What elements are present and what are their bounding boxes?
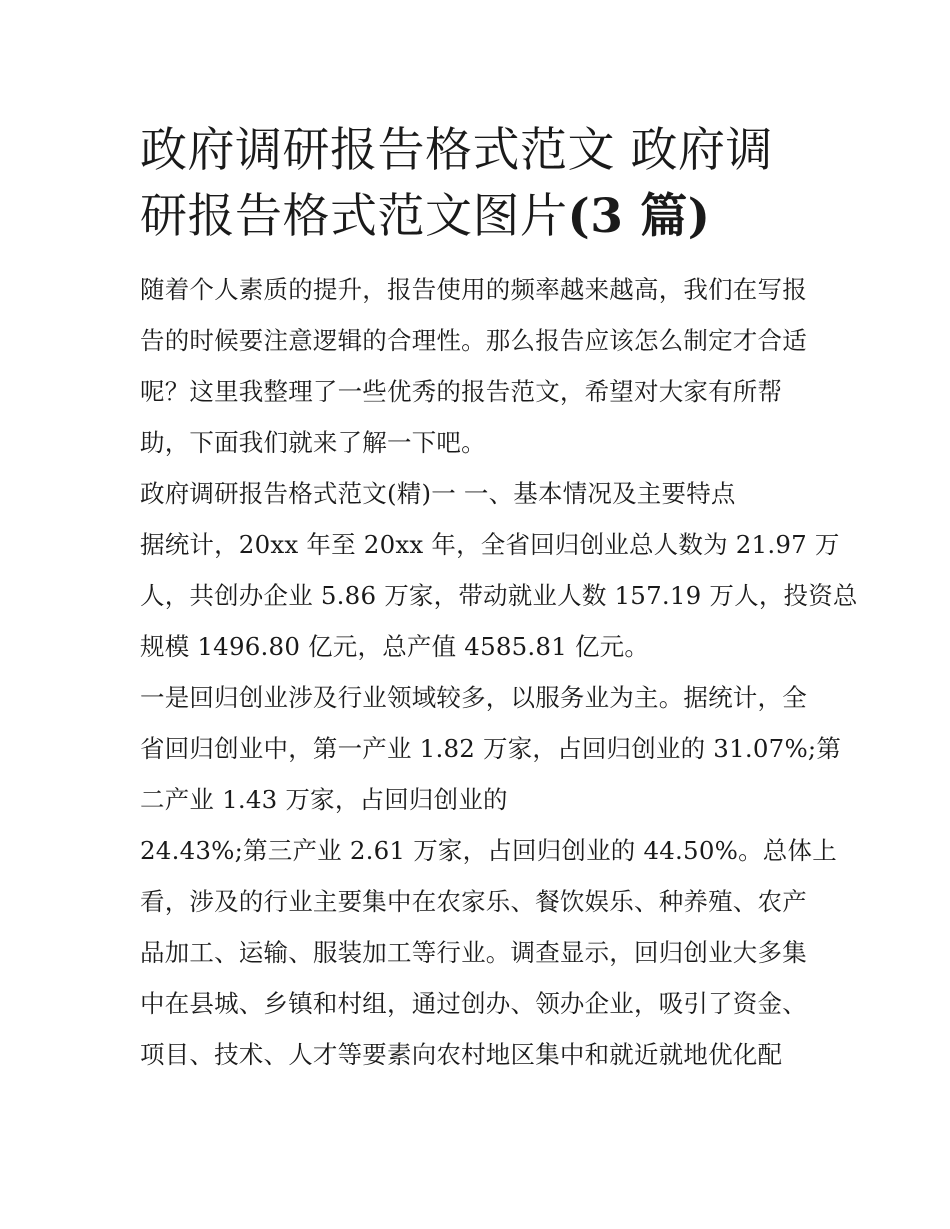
title-suffix-text: (3 篇) [567,189,711,244]
industry-line: 省回归创业中，第一产业 1.82 万家，占回归创业的 31.07%;第 [140,734,842,763]
industry-line: 二产业 1.43 万家，占回归创业的 [140,785,508,814]
intro-line: 随着个人素质的提升，报告使用的频率越来越高，我们在写报 [140,275,807,304]
section-heading-text: 政府调研报告格式范文(精)一 一、基本情况及主要特点 [140,479,736,508]
industry-line: 24.43%;第三产业 2.61 万家，占回归创业的 44.50%。总体上 [140,836,837,865]
industry-line: 项目、技术、人才等要素向农村地区集中和就近就地优化配 [140,1040,783,1069]
industry-line: 看，涉及的行业主要集中在农家乐、餐饮娱乐、种养殖、农产 [140,887,807,916]
industry-line: 中在县城、乡镇和村组，通过创办、领办企业，吸引了资金、 [140,989,807,1018]
industry-line: 一是回归创业涉及行业领域较多，以服务业为主。据统计，全 [140,683,807,712]
stats-line: 据统计，20xx 年至 20xx 年，全省回归创业总人数为 21.97 万 [140,530,840,559]
intro-line: 告的时候要注意逻辑的合理性。那么报告应该怎么制定才合适 [140,326,807,355]
stats-paragraph [140,519,858,672]
section-heading [140,468,816,519]
industry-line: 品加工、运输、服装加工等行业。调查显示，回归创业大多集 [140,938,807,967]
title-main-text: 政府调研报告格式范文 政府调研报告格式范文图片 [140,123,773,244]
stats-line: 人，共创办企业 5.86 万家，带动就业人数 157.19 万人，投资总 [140,581,858,610]
intro-line: 助，下面我们就来了解一下吧。 [140,428,486,457]
intro-paragraph [140,264,816,468]
stats-line: 规模 1496.80 亿元，总产值 4585.81 亿元。 [140,632,650,661]
industry-paragraph [140,672,842,1080]
document-title [140,118,816,250]
intro-line: 呢？这里我整理了一些优秀的报告范文，希望对大家有所帮 [140,377,783,406]
document-body [140,118,858,1080]
